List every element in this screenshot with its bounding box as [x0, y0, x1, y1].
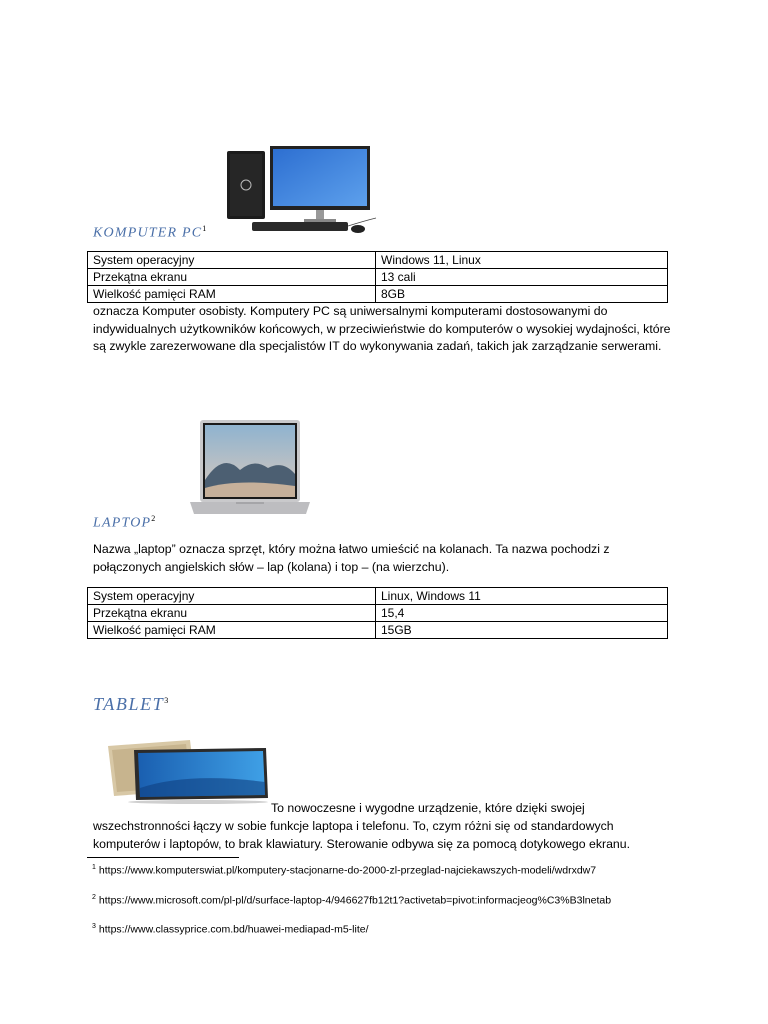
table-row: [88, 622, 668, 639]
footnote-separator: [87, 857, 239, 858]
pc-spec-table: [87, 251, 668, 303]
table-row: [88, 252, 668, 269]
spec-value: 13 cali: [376, 269, 668, 286]
footnote-2: [92, 891, 682, 908]
footnote-1: [92, 861, 682, 878]
footnote-ref-2[interactable]: 2: [151, 514, 156, 523]
footnote-3: [92, 920, 682, 937]
pc-description: oznacza Komputer osobisty. Komputery PC są uniwersalnymi komputerami dostosowanymi do indywidualnych użytkowników końcowych, w przeciwieństwie do komputerów o wysokiej wydajności, które są zwykle zarezerwowane dla specjalistów IT do wykonywania zadań, takich jak zarządzanie serwerami.: [93, 304, 671, 353]
spec-label: System operacyjny: [88, 588, 376, 605]
tablet-heading: TABLET$^3$: [93, 694, 169, 714]
footnote-ref-1[interactable]: 1: [202, 224, 207, 233]
footnote-ref-3[interactable]: 3: [164, 696, 169, 705]
laptop-image: [188, 418, 312, 516]
spec-value: 15,4: [376, 605, 668, 622]
table-row: [88, 286, 668, 303]
spec-label: Wielkość pamięci RAM: [88, 622, 376, 639]
table-row: [88, 588, 668, 605]
footnote-link[interactable]: https://www.microsoft.com/pl-pl/d/surface-laptop-4/946627fb12t1?activetab=pivot:informacjeog%C3%B3lnetab: [98, 894, 612, 907]
tablet-description-first-line: To nowoczesne i wygodne urządzenie, które dzięki swojej: [271, 801, 585, 815]
spec-value: 15GB: [376, 622, 668, 639]
spec-label: Wielkość pamięci RAM: [88, 286, 376, 303]
desktop-pc-image: [224, 143, 382, 237]
footnote-number: 3: [92, 923, 96, 930]
table-row: [88, 269, 668, 286]
pc-heading: KOMPUTER $PC^1$: [93, 224, 207, 241]
laptop-description: Nazwa „laptop” oznacza sprzęt, który można łatwo umieścić na kolanach. Ta nazwa pochodzi z połączonych angielskich słów – lap (kolana) i top – (na wierzchu).: [93, 542, 610, 574]
spec-value: 8GB: [376, 286, 668, 303]
spec-label: Przekątna ekranu: [88, 605, 376, 622]
footnote-link[interactable]: https://www.classyprice.com.bd/huawei-mediapad-m5-lite/: [98, 923, 369, 936]
footnote-link[interactable]: https://www.komputerswiat.pl/komputery-stacjonarne-do-2000-zl-przeglad-najciekawszych-modeli/wdrxdw7: [98, 864, 597, 877]
tablet-image: [98, 732, 274, 804]
tablet-description: wszechstronności łączy w sobie funkcje laptopa i telefonu. To, czym różni się od standardowych komputerów i laptopów, to brak klawiatury. Sterowanie odbywa się za pomocą dotykowego ekranu.: [93, 819, 631, 851]
laptop-heading: LAPTOP$^2$: [93, 514, 156, 531]
table-row: [88, 605, 668, 622]
spec-label: System operacyjny: [88, 252, 376, 269]
footnote-number: 2: [92, 894, 96, 901]
spec-label: Przekątna ekranu: [88, 269, 376, 286]
laptop-spec-table: [87, 587, 668, 639]
footnote-number: 1: [92, 864, 96, 871]
spec-value: Linux, Windows 11: [376, 588, 668, 605]
spec-value: Windows 11, Linux: [376, 252, 668, 269]
